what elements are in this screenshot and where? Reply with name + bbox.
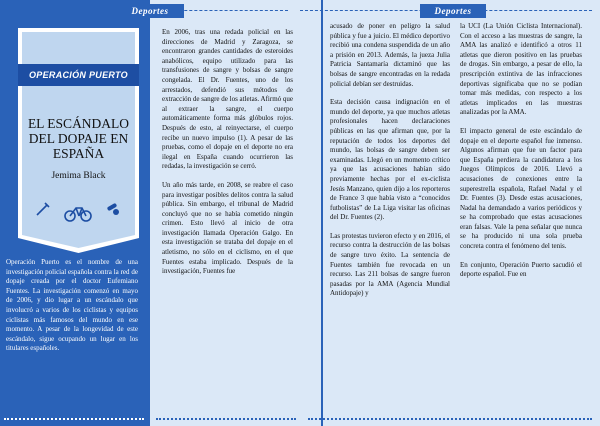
- paragraph: Esta decisión causa indignación en el mundo del deporte, ya que muchos atletas profesionales hacen declaraciones públicas en las que afirman que, por la reputación de todos los deportes del mundo, las bolsas de sangre deben ser examinadas. Llegó en un momento crítico ya que las acusaciones habían sido previamente hechas por el ex-ciclista Jesús Manzano, quien dijo a los reporteros de France 3 que había visto a “conocidos futbolistas” de La Liga visitar las oficinas del Dr. Fuentes (2).: [330, 98, 450, 222]
- right-page: [300, 0, 600, 426]
- bicycle-icon: [63, 204, 93, 222]
- section-tag: Deportes: [420, 4, 486, 18]
- bottom-dots-right-page: [308, 418, 592, 420]
- pills-icon: [106, 202, 120, 216]
- syringe-icon: [36, 202, 50, 216]
- paragraph: acusado de poner en peligro la salud pública y fue a juicio. El médico deportivo recibió una condena suspendida de un año a prisión en 2013. Además, la jueza Julia Patricia Santamaría dictaminó que las bolsas de sangre encontradas en la redada policial debían ser destruidas.: [330, 22, 450, 88]
- column-4: [460, 22, 582, 289]
- title-banner: [18, 28, 139, 253]
- page-fold-line: [321, 0, 323, 426]
- section-tag: Deportes: [116, 4, 184, 18]
- banner-kicker: OPERACIÓN PUERTO: [18, 64, 139, 86]
- column-2: [162, 28, 293, 286]
- article-title: EL ESCÁNDALO DEL DOPAJE EN ESPAÑA: [27, 116, 130, 161]
- intro-paragraph: [6, 258, 138, 363]
- paragraph: Las protestas tuvieron efecto y en 2016, el recurso contra la destrucción de las bolsas de sangre tuvo éxito. La sentencia de Fuentes también fue revocada en un recurso. Las 211 bolsas de sangre fueron pasadas por la AMA (Agencia Mundial Antidopaje) y: [330, 231, 450, 298]
- bottom-dots-left-panel: [4, 418, 144, 420]
- paragraph: En 2006, tras una redada policial en las direcciones de Madrid y Zaragoza, se encontraron grandes cantidades de esteroides anabólicos, equipo utilizado para las transfusiones de sangre y bolsas de sangre congelada. El Dr. Fuentes, uno de los arrestados, defendió sus métodos de extracción de sangre de los atletas. Afirmó que al extraer la sangre, el cuerpo automáticamente forma más glóbulos rojos. Después de esto, al reinyectarse, el cuerpo recibe un nuevo impulso (1). A pesar de las pruebas, como el dopaje en el deporte no era ilegal en España cuando ocurrieron las redadas, la investigación se cerró.: [162, 28, 294, 171]
- paragraph: En conjunto, Operación Puerto sacudió el deporte español. Fue en: [460, 260, 582, 279]
- left-header: [0, 4, 300, 18]
- right-header: [300, 4, 600, 18]
- paragraph: Un año más tarde, en 2008, se reabre el caso para investigar posibles delitos contra la salud pública. Sin embargo, el tribunal de Madrid concluyó que no se había cometido ningún crimen. Esto llevó al inicio de otra investigación llamada Operación Galgo. En esta investigación se trataba del dopaje en el atletismo, no sólo en el ciclismo, en el que Fuentes estaba implicado. Después de la investigación, Fuentes fue: [162, 180, 293, 276]
- column-3: [330, 22, 450, 308]
- paragraph: la UCI (La Unión Ciclista Internacional). Con el acceso a las muestras de sangre, la AMA las analizó e identificó a otros 11 atletas que dieron positivo en las pruebas de drogas. Sin embargo, a pesar de ello, la prescripción extintiva de las infracciones deportivas significaba que no se podían tomar más medidas, con respecto a los atletas implicados en las muestras analizadas por la AMA.: [460, 22, 582, 117]
- article-author: Jemima Black: [51, 171, 106, 181]
- paragraph: El impacto general de este escándalo de dopaje en el deporte español fue inmenso. Algunos afirman que fue un factor para que España perdiera la candidatura a los Juegos Olímpicos de 2016. Llevó a acusaciones de conexiones entre la superestrella española, Rafael Nadal y el Dr. Fuentes (3). Desde estas acusaciones, Nadal ha demandado a varios periódicos y se ha comprobado que estas acusaciones eran falsas. Vale la pena señalar que nunca se ha producido ni una sola prueba concreta contra el fenómeno del tenis.: [460, 126, 582, 251]
- bottom-dots-left-page: [156, 418, 296, 420]
- paragraph: Operación Puerto es el nombre de una investigación policial española contra la red de dopaje creada por el doctor Eufemiano Fuentes. La investigación comenzó en mayo de 2006, y dio lugar a un escándalo que involucró a varios de los ciclistas y equipos ciclistas más famosos del mundo en ese momento. A pesar de la longevidad de este escándalo, sigue ocupando un lugar en los titulares españoles.: [6, 258, 138, 353]
